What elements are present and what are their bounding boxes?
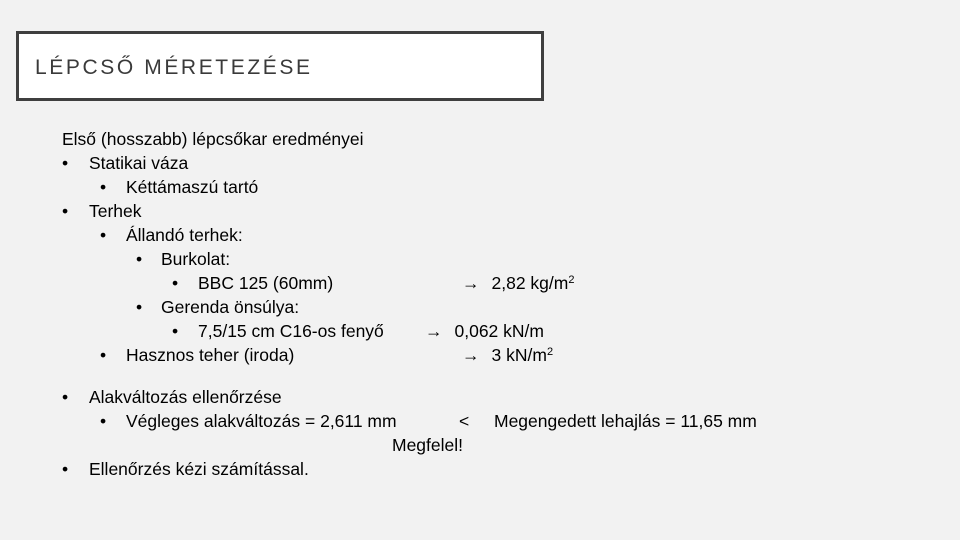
arrow-right-icon: →: [462, 273, 480, 293]
list-item-allando: Állandó terhek:: [126, 225, 243, 245]
list-item-alakvaltozas: Alakváltozás ellenőrzése: [89, 387, 282, 407]
arrow-right-icon: →: [462, 345, 480, 365]
results-heading: Első (hosszabb) lépcsőkar eredményei: [62, 129, 364, 149]
less-than-sign: <: [459, 411, 470, 431]
list-item-fenyo: 7,5/15 cm C16-os fenyő: [198, 321, 384, 341]
megfelel-result: Megfelel!: [392, 435, 464, 455]
bullet: •: [172, 321, 179, 341]
bullet: •: [100, 345, 107, 365]
bullet: •: [100, 411, 107, 431]
bullet: •: [62, 153, 69, 173]
bullet: •: [136, 249, 143, 269]
list-item-ellenorzes: Ellenőrzés kézi számítással.: [89, 459, 309, 479]
fenyo-value-text: 0,062 kN/m: [454, 321, 544, 341]
list-item-burkolat: Burkolat:: [161, 249, 231, 269]
arrow-right-icon: →: [425, 321, 443, 341]
list-item-vegleges: Végleges alakváltozás = 2,611 mm: [126, 411, 397, 431]
bullet: •: [100, 177, 107, 197]
bbc-value-exponent: 2: [568, 274, 575, 286]
list-item-terhek: Terhek: [89, 201, 142, 221]
bbc-value-text: 2,82 kg/m: [491, 273, 569, 293]
page-title: LÉPCSŐ MÉRETEZÉSE: [35, 56, 313, 79]
bullet: •: [62, 201, 69, 221]
hasznos-value-exponent: 2: [546, 346, 554, 358]
bullet: •: [172, 273, 179, 293]
list-item-gerenda: Gerenda önsúlya:: [161, 297, 300, 317]
bullet: •: [62, 387, 69, 407]
bullet: •: [62, 459, 69, 479]
list-item-statikai: Statikai váza: [89, 153, 189, 173]
list-item-kettamaszu: Kéttámaszú tartó: [126, 177, 259, 197]
hasznos-value-text: 3 kN/m: [491, 345, 547, 365]
fenyo-load-value: [425, 319, 544, 343]
bullet: •: [136, 297, 143, 317]
list-item-bbc: BBC 125 (60mm): [198, 273, 334, 293]
bbc-load-value: [462, 271, 574, 295]
hasznos-load-value: [462, 343, 553, 367]
megengedett-lehajlas: Megengedett lehajlás = 11,65 mm: [494, 411, 757, 431]
list-item-hasznos: Hasznos teher (iroda): [126, 345, 295, 365]
bullet: •: [100, 225, 107, 245]
